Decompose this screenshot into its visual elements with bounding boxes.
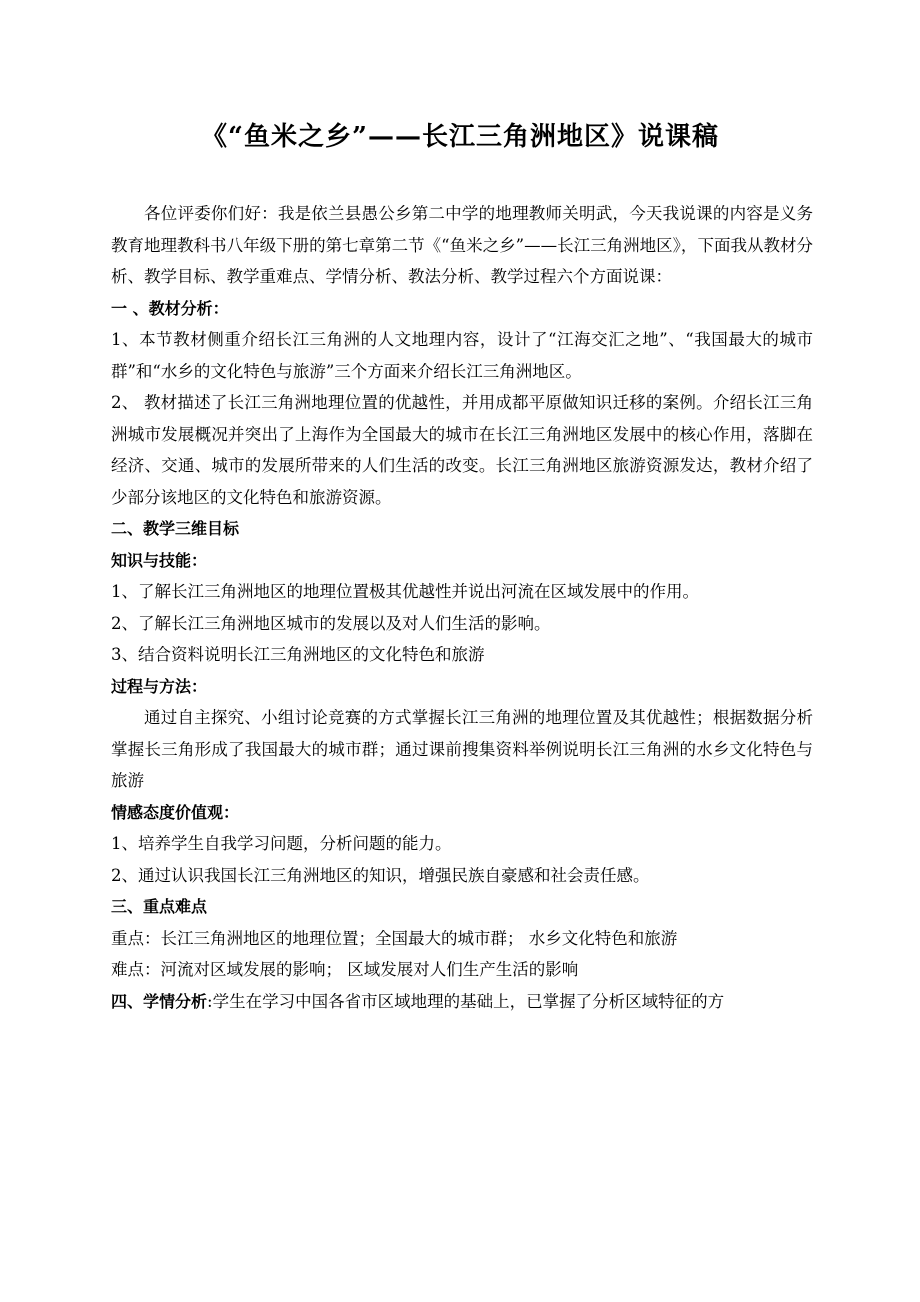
- section-heading-teaching-goals: 二、教学三维目标: [111, 519, 240, 538]
- key-points-line: 重点：长江三角洲地区的地理位置；全国最大的城市群； 水乡文化特色和旅游: [111, 928, 678, 948]
- process-methods-paragraph: 通过自主探究、小组讨论竞赛的方式掌握长江三角洲的地理位置及其优越性；根据数据分析掌握长三角形成了我国最大的城市群；通过课前搜集资料举例说明长江三角洲的水乡文化特色与旅游: [111, 708, 813, 790]
- student-analysis-paragraph: 四、学情分析:学生在学习中国各省市区域地理的基础上，已掌握了分析区域特征的方: [111, 991, 725, 1011]
- textbook-analysis-item-1: 1、本节教材侧重介绍长江三角洲的人文地理内容，设计了“江海交汇之地”、“我国最大的城市群”和“水乡的文化特色与旅游”三个方面来介绍长江三角洲地区。: [111, 330, 813, 381]
- subheading-knowledge-skills: 知识与技能：: [111, 550, 208, 570]
- subheading-process-methods: 过程与方法：: [111, 676, 208, 696]
- section-heading-textbook-analysis: 一 、教材分析：: [111, 298, 229, 318]
- difficult-points-line: 难点：河流对区域发展的影响； 区域发展对人们生产生活的影响: [111, 960, 579, 979]
- textbook-analysis-item-2: 2、 教材描述了长江三角洲地理位置的优越性，并用成都平原做知识迁移的案例。介绍长江三角洲城市发展概况并突出了上海作为全国最大的城市在长江三角洲地区发展中的核心作用，落脚在经济、交通、城市的发展所带来的人们生活的改变。长江三角洲地区旅游资源发达，教材介绍了少部分该地区的文化特色和旅游资源。: [111, 393, 813, 507]
- section-heading-student-analysis: 四、学情分析: [111, 991, 208, 1011]
- subheading-emotion-values: 情感态度价值观：: [111, 802, 240, 822]
- knowledge-item-2: 2、了解长江三角洲地区城市的发展以及对人们生活的影响。: [111, 613, 551, 633]
- document-title: 《“鱼米之乡”——长江三角洲地区》说课稿: [201, 122, 719, 152]
- student-analysis-text: 学生在学习中国各省市区域地理的基础上，已掌握了分析区域特征的方: [212, 991, 725, 1011]
- emotion-item-1: 1、培养学生自我学习问题，分析问题的能力。: [111, 834, 452, 853]
- section-heading-key-difficult-points: 三、重点难点: [111, 897, 208, 916]
- knowledge-item-3: 3、结合资料说明长江三角洲地区的文化特色和旅游: [111, 645, 485, 664]
- intro-paragraph: 各位评委你们好：我是依兰县愚公乡第二中学的地理教师关明武，今天我说课的内容是义务教育地理教科书八年级下册的第七章第二节《“鱼米之乡”——长江三角洲地区》，下面我从教材分析、教学目标、教学重难点、学情分析、教法分析、教学过程六个方面说课：: [111, 204, 813, 286]
- document-body: [111, 198, 813, 1017]
- knowledge-item-1: 1、了解长江三角洲地区的地理位置极其优越性并说出河流在区域发展中的作用。: [111, 582, 699, 601]
- emotion-item-2: 2、通过认识我国长江三角洲地区的知识，增强民族自豪感和社会责任感。: [111, 865, 650, 885]
